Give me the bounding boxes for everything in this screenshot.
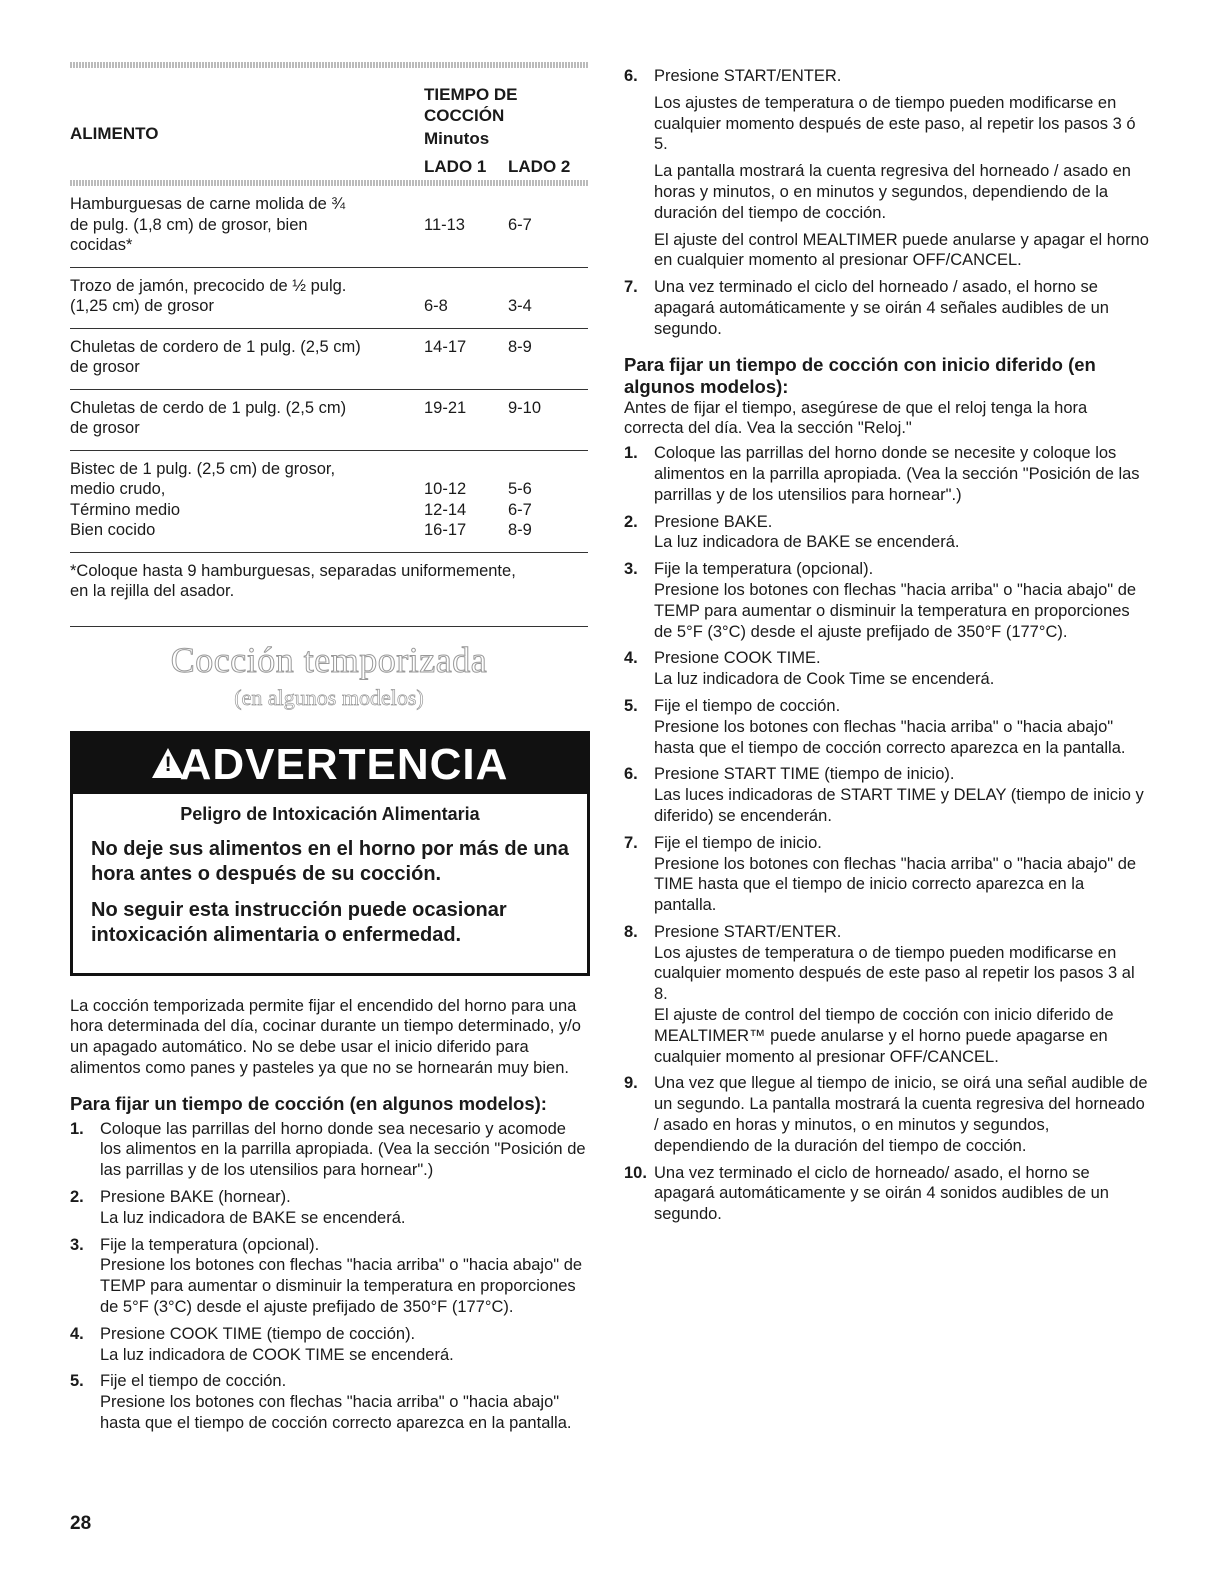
step-number: 4. [624,649,638,668]
list-item [624,512,1149,554]
cell-side1: 14-17 [424,337,467,356]
step-text: Fije el tiempo de cocción. Presione los botones con flechas "hacia arriba" o "hacia abajo" hasta que el tiempo de cocción correcto aparezca en la pantalla. [100,1372,572,1433]
step-text: Presione BAKE. La luz indicadora de BAKE se encenderá. [654,512,960,552]
warning-body [73,794,587,973]
table-row [70,451,588,552]
cell-food: Bistec de 1 pulg. (2,5 cm) de grosor, medio crudo, Término medio Bien cocido [70,459,336,539]
table-row [70,329,588,390]
step-number: 1. [70,1119,84,1138]
cell-side1: 6-8 [424,297,448,315]
warning-text-2: No seguir esta instrucción puede ocasionar intoxicación alimentaria o enfermedad. [91,898,507,946]
step-number: 2. [70,1188,84,1207]
col-header-minutes: Minutos [424,129,490,148]
list-item [70,1187,588,1229]
section-rule [70,626,588,627]
list-item [624,648,1149,690]
step-number: 7. [624,278,638,297]
table-row [70,186,588,268]
step-number: 7. [624,833,638,852]
cell-side2: 8-9 [508,337,532,356]
cell-food: Chuletas de cordero de 1 pulg. (2,5 cm) de grosor [70,337,361,376]
step-number: 2. [624,512,638,531]
list-item [624,66,1149,271]
list-item [624,696,1149,758]
page-number: 28 [70,1513,92,1534]
step-number: 9. [624,1074,638,1093]
cell-side2: 9-10 [508,398,542,417]
list-item [70,1371,588,1433]
step-text: Presione BAKE (hornear). La luz indicadora de BAKE se encenderá. [100,1188,406,1227]
section-subtitle: (en algunos modelos) [234,684,424,710]
list-item [70,1324,588,1366]
step-text: Fije la temperatura (opcional). Presione los botones con flechas "hacia arriba" o "hacia abajo" de TEMP para aumentar o disminuir la temperatura en proporciones de 5°F (3°C) desde el ajuste prefijado de 350°F (177°C). [100,1235,583,1317]
cell-food: Chuletas de cerdo de 1 pulg. (2,5 cm) de grosor [70,398,347,437]
step-text: Una vez terminado el ciclo de horneado/ asado, el horno se apagará automáticamente y se oirán 4 sonidos audibles de un segundo. [654,1163,1109,1224]
cell-side1: 10-12 12-14 16-17 [424,480,467,539]
timed-steps-continued [624,66,1149,340]
list-item [624,1073,1149,1156]
list-item [624,559,1149,642]
warning-heading: ADVERTENCIA [179,739,509,789]
cell-food: Trozo de jamón, precocido de ½ pulg. (1,25 cm) de grosor [70,276,347,315]
step-text: Presione COOK TIME (tiempo de cocción). La luz indicadora de COOK TIME se encenderá. [100,1324,454,1364]
step-number: 3. [70,1235,84,1254]
step-text: Fije la temperatura (opcional). Presione los botones con flechas "hacia arriba" o "hacia abajo" de TEMP para aumentar o disminuir la temperatura en proporciones de 5°F (3°C) desde el ajuste prefijado de 350°F (177°C). [654,560,1137,641]
list-item [624,443,1149,505]
left-column [70,62,588,1440]
step-subtext: La pantalla mostrará la cuenta regresiva del horneado / asado en horas y minutos, o en minutos y segundos, dependiendo de la duración del tiempo de cocción. [654,162,1131,222]
step-text: Presione START/ENTER. Los ajustes de temperatura o de tiempo pueden modificarse en cualquier momento después de este paso al repetir los pasos 3 al 8. El ajuste de control del tiempo de cocción con inicio diferido de MEALTIMER™ puede anularse y el horno puede apagarse en cualquier momento al presionar OFF/CANCEL. [654,922,1135,1066]
step-text: Coloque las parrillas del horno donde sea necesario y acomode los alimentos en la parrilla apropiada. (Vea la sección "Posición de las parrillas y de los utensilios para hornear".) [100,1119,586,1180]
step-text: Presione START TIME (tiempo de inicio). Las luces indicadoras de START TIME y DELAY (tiempo de inicio y diferido) se encenderán. [654,765,1144,825]
table-footnote: *Coloque hasta 9 hamburguesas, separadas uniformemente, en la rejilla del asador. [70,552,588,620]
step-number: 10. [624,1163,647,1182]
step-text: Fije el tiempo de cocción. Presione los botones con flechas "hacia arriba" o "hacia abajo" hasta que el tiempo de cocción correcto aparezca en la pantalla. [654,696,1126,757]
cell-side2: 6-7 [508,215,532,234]
step-number: 5. [70,1372,84,1391]
list-item [624,922,1149,1068]
list-item [70,1235,588,1318]
delayed-intro: Antes de fijar el tiempo, asegúrese de que el reloj tenga la hora correcta del día. Vea la sección "Reloj." [624,398,1088,438]
step-text: Una vez terminado el ciclo del horneado / asado, el horno se apagará automáticamente y se oirán 4 señales audibles de un segundo. [654,278,1109,338]
step-text: Coloque las parrillas del horno donde se necesite y coloque los alimentos en la parrilla apropiada. (Vea la sección "Posición de las parrillas y de los utensilios para hornear".) [654,444,1140,504]
step-text: Presione START/ENTER. [654,67,842,85]
list-item [624,764,1149,826]
step-number: 4. [70,1324,84,1343]
step-number: 8. [624,922,638,941]
intro-paragraph: La cocción temporizada permite fijar el encendido del horno para una hora determinada del día, cocinar durante un tiempo determinado, y/o un apagado automático. No se debe usar el inicio diferido para alimentos como panes y pasteles ya que no se hornearán muy bien. [70,996,581,1077]
col-header-food: ALIMENTO [70,124,159,143]
table-row [70,390,588,451]
warning-triangle-icon: ! [152,748,184,778]
step-text: Una vez que llegue al tiempo de inicio, se oirá una señal audible de un segundo. La pantalla mostrará la cuenta regresiva del horneado / asado en horas y minutos, o en minutos y segundos, dependiendo de la duración del tiempo de cocción. [654,1074,1148,1155]
cell-side1: 19-21 [424,398,467,417]
warning-text-1: No deje sus alimentos en el horno por más de una hora antes o después de su cocción. [91,837,569,885]
table-row [70,268,588,329]
col-header-time: TIEMPO DE COCCIÓN [424,85,518,125]
table-header [70,68,588,180]
list-item [624,1163,1149,1225]
delayed-heading: Para fijar un tiempo de cocción con inicio diferido (en algunos modelos): [624,353,1096,397]
step-number: 1. [624,444,638,463]
col-header-side2: LADO 2 [508,157,571,176]
timed-steps [70,1119,588,1434]
list-item [624,833,1149,916]
list-item [70,1119,588,1181]
step-number: 5. [624,696,638,715]
cell-food: Hamburguesas de carne molida de ¾ de pulg. (1,8 cm) de grosor, bien cocidas* [70,195,346,254]
timed-heading: Para fijar un tiempo de cocción (en algunos modelos): [70,1092,547,1114]
step-subtext: El ajuste del control MEALTIMER puede anularse y apagar el horno en cualquier momento al presionar OFF/CANCEL. [654,230,1149,270]
warning-subtitle: Peligro de Intoxicación Alimentaria [180,803,480,824]
cell-side2: 3-4 [508,297,532,315]
cell-side1: 11-13 [424,215,465,234]
col-header-side1: LADO 1 [424,157,487,176]
step-text: Presione COOK TIME. La luz indicadora de Cook Time se encenderá. [654,649,995,689]
delayed-steps [624,443,1149,1225]
list-item [624,277,1149,339]
section-title: Cocción temporizada [170,639,488,680]
right-column [624,62,1149,1231]
step-text: Fije el tiempo de inicio. Presione los botones con flechas "hacia arriba" o "hacia abajo" de TIME hasta que el tiempo de inicio correcto aparezca en la pantalla. [654,833,1137,915]
step-number: 3. [624,560,638,579]
warning-box [70,731,590,976]
warning-header [73,734,587,794]
cell-side2: 5-6 6-7 8-9 [508,480,532,539]
step-number: 6. [624,67,638,85]
step-subtext: Los ajustes de temperatura o de tiempo pueden modificarse en cualquier momento después de este paso, al repetir los pasos 3 ó 5. [654,93,1136,154]
step-number: 6. [624,765,638,784]
